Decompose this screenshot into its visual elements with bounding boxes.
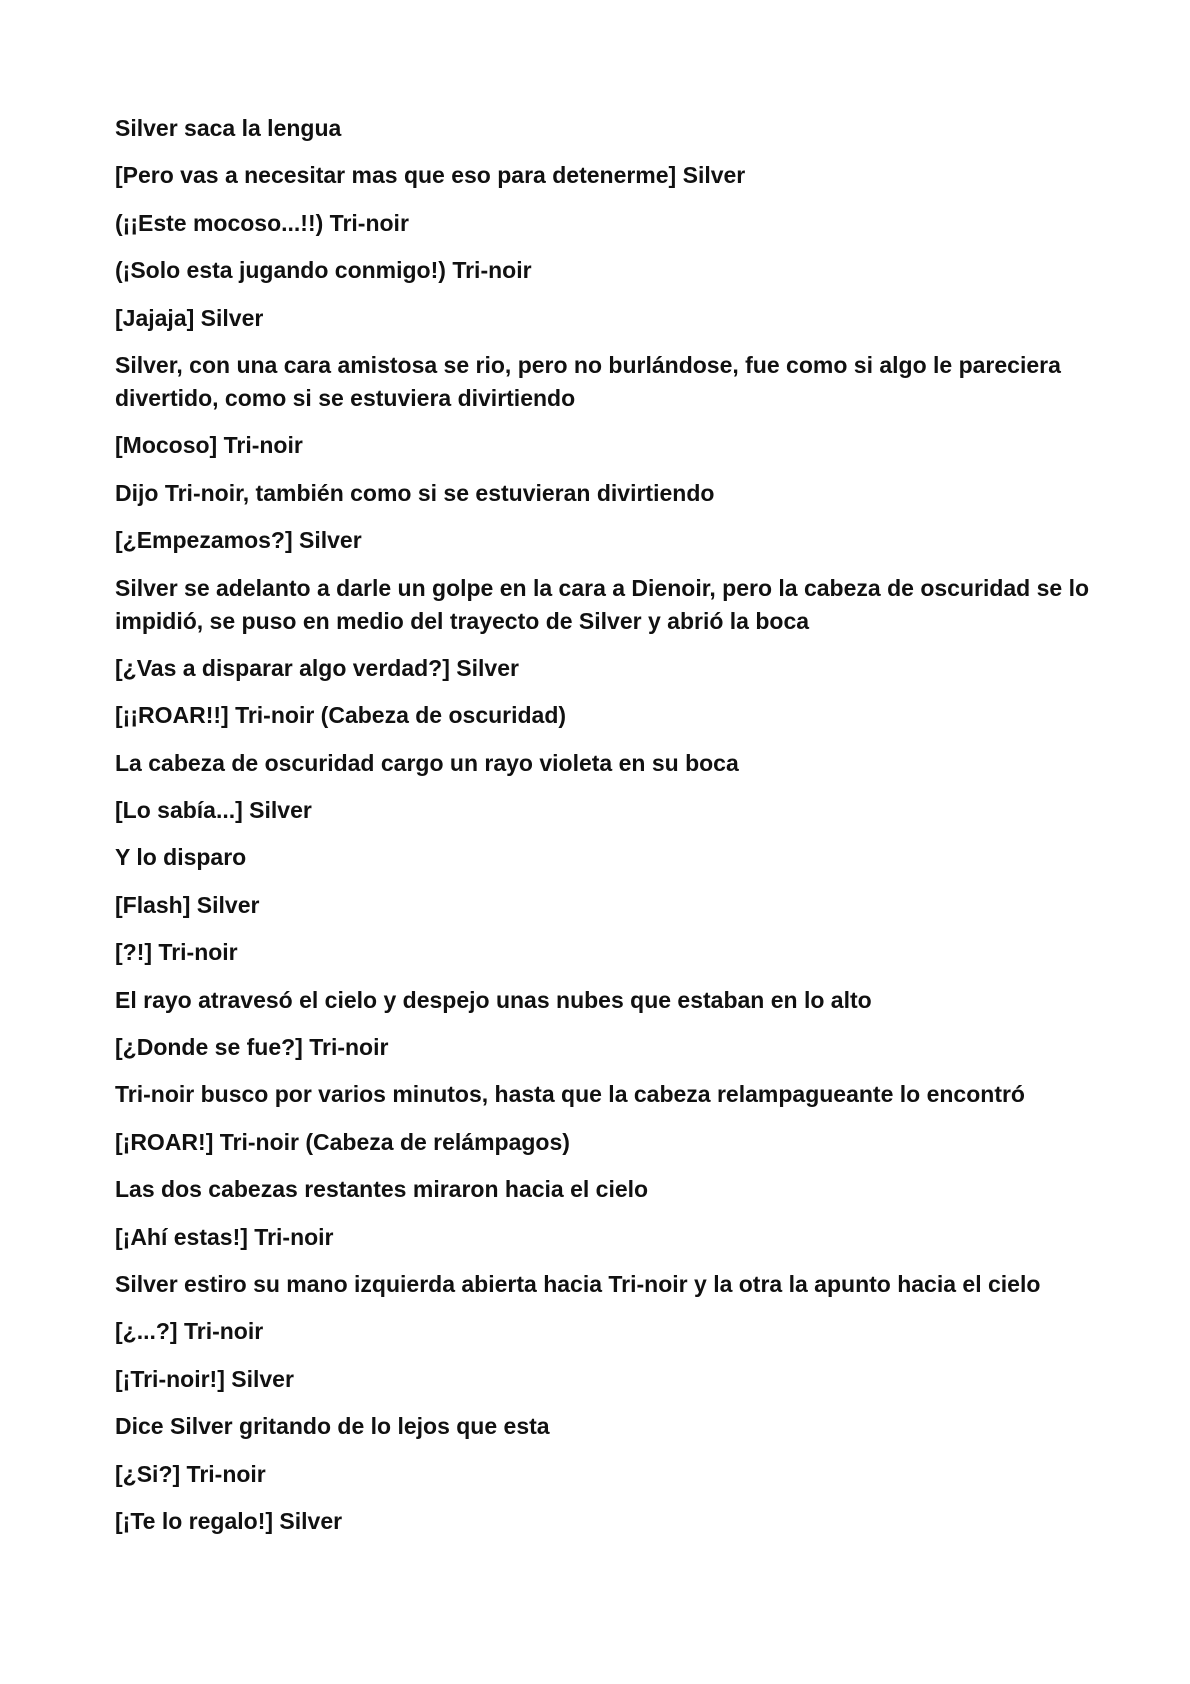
paragraph: [Mocoso] Tri-noir <box>115 432 303 459</box>
paragraph: [¿Si?] Tri-noir <box>115 1460 266 1487</box>
paragraph: Silver estiro su mano izquierda abierta hacia Tri-noir y la otra la apunto hacia el cielo <box>115 1270 1041 1297</box>
paragraph: [?!] Tri-noir <box>115 939 238 966</box>
document-body <box>115 112 1090 1552</box>
paragraph: [Pero vas a necesitar mas que eso para detenerme] Silver <box>115 162 746 189</box>
paragraph: Dice Silver gritando de lo lejos que esta <box>115 1413 550 1440</box>
paragraph: Tri-noir busco por varios minutos, hasta que la cabeza relampagueante lo encontró <box>115 1081 1025 1108</box>
paragraph: (¡Solo esta jugando conmigo!) Tri-noir <box>115 257 532 284</box>
paragraph: [¡ROAR!] Tri-noir (Cabeza de relámpagos) <box>115 1128 570 1155</box>
paragraph: (¡¡Este mocoso...!!) Tri-noir <box>115 209 409 236</box>
paragraph: [¿Empezamos?] Silver <box>115 527 362 554</box>
paragraph: [¿...?] Tri-noir <box>115 1318 264 1345</box>
paragraph: [¡Tri-noir!] Silver <box>115 1365 294 1392</box>
paragraph: [¡¡ROAR!!] Tri-noir (Cabeza de oscuridad) <box>115 702 567 729</box>
paragraph: Las dos cabezas restantes miraron hacia el cielo <box>115 1176 649 1203</box>
paragraph: La cabeza de oscuridad cargo un rayo violeta en su boca <box>115 749 739 776</box>
paragraph: [Flash] Silver <box>115 891 260 918</box>
paragraph: [¡Ahí estas!] Tri-noir <box>115 1223 334 1250</box>
paragraph: Silver se adelanto a darle un golpe en la cara a Dienoir, pero la cabeza de oscuridad se lo impidió, se puso en medio del trayecto de Silver y abrió la boca <box>115 574 1090 634</box>
paragraph: Silver saca la lengua <box>115 115 342 141</box>
paragraph: [¿Vas a disparar algo verdad?] Silver <box>115 654 519 681</box>
paragraph: [Jajaja] Silver <box>115 304 264 331</box>
paragraph: El rayo atravesó el cielo y despejo unas nubes que estaban en lo alto <box>115 986 872 1013</box>
paragraph: Dijo Tri-noir, también como si se estuvieran divirtiendo <box>115 479 715 506</box>
paragraph: [Lo sabía...] Silver <box>115 797 312 824</box>
paragraph: [¿Donde se fue?] Tri-noir <box>115 1034 389 1061</box>
paragraph: Y lo disparo <box>115 844 247 871</box>
paragraph: Silver, con una cara amistosa se rio, pero no burlándose, fue como si algo le pareciera divertido, como si se estuviera divirtiendo <box>115 351 1061 411</box>
paragraph: [¡Te lo regalo!] Silver <box>115 1507 343 1534</box>
